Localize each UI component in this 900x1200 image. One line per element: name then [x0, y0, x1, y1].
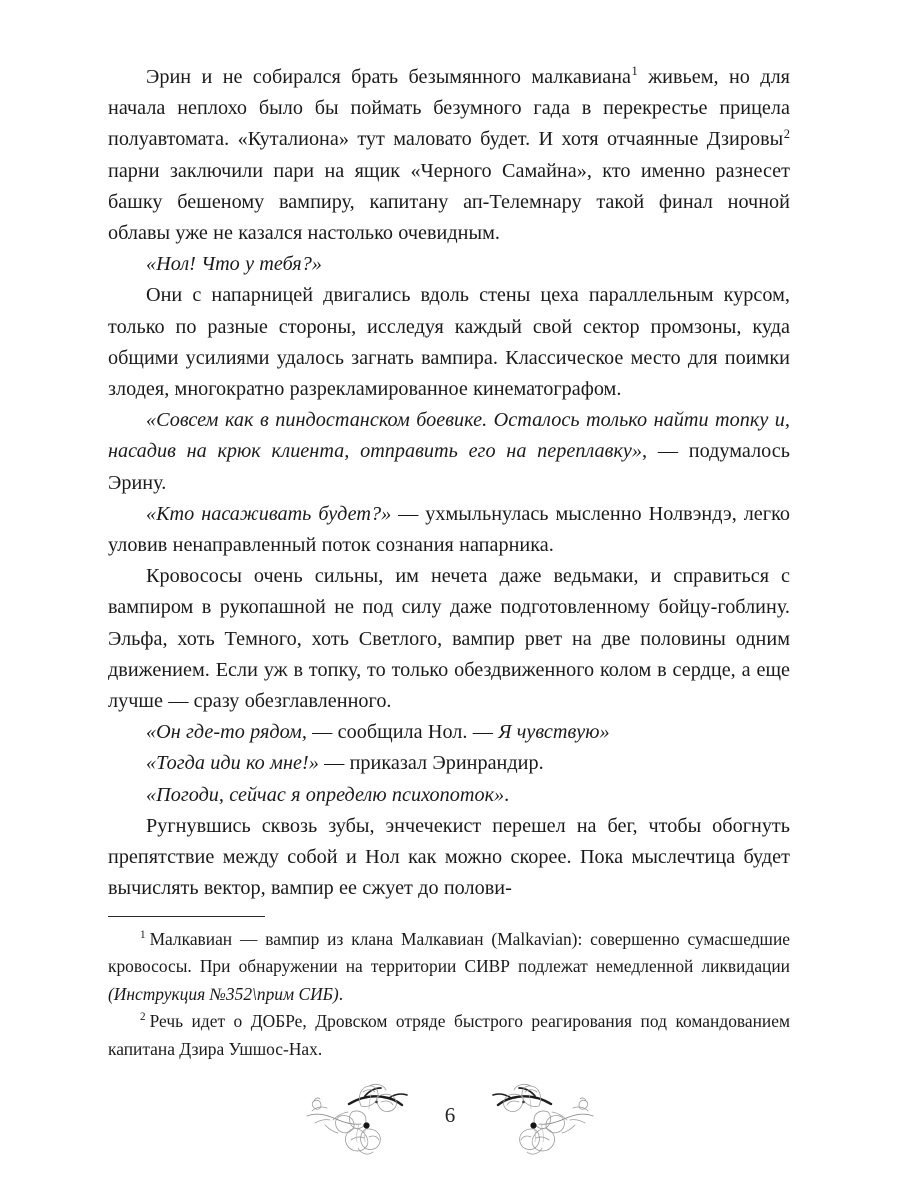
- italic-run: «Совсем как в пиндостанском боевике. Осталось только найти топку и, насадив на крюк клиента, отправить его на переплавку»: [108, 409, 790, 463]
- body-paragraph: [108, 561, 790, 717]
- text-run: живьем, но для начала неплохо было бы поймать безумного гада в перекрестье прицела полуавтомата. «Куталиона» тут маловато будет. И хотя отчаянные Дзировы: [108, 66, 790, 151]
- body-paragraph: [108, 748, 790, 779]
- body-paragraph: [108, 249, 790, 280]
- page-number: 6: [444, 1102, 456, 1127]
- footnote-reference[interactable]: 1: [631, 64, 638, 79]
- body-paragraph: [108, 717, 790, 748]
- text-run: — ухмыльнулась мысленно Нолвэндэ, легко уловив ненаправленный поток сознания напарника.: [108, 502, 790, 557]
- text-run: Эрин и не собирался брать безымянного малкавиана: [146, 66, 632, 88]
- floral-sprig-ornament: [303, 1082, 415, 1156]
- footnote-list: [108, 926, 790, 1063]
- footnote-block: [108, 916, 790, 1063]
- text-run: Ругнувшись сквозь зубы, энчечекист перешел на бег, чтобы обогнуть препятствие между собой и Нол как можно скорее. Пока мыслечтица будет вычислять вектор, вампир ее сжует до полови-: [108, 814, 790, 900]
- text-run: .: [338, 983, 344, 1004]
- body-paragraph: [108, 280, 790, 405]
- italic-run: (Инструкция №352\прим СИБ): [108, 983, 339, 1004]
- italic-run: «Погоди, сейчас я определю психопоток»: [146, 783, 505, 806]
- body-text-column: [108, 62, 790, 904]
- text-run: Малкавиан — вампир из клана Малкавиан (Malkavian): совершенно сумасшедшие кровососы. При обнаружении на территории СИВР подлежат немедленной ликвидации: [108, 929, 790, 977]
- footnote-separator-rule: [108, 916, 265, 917]
- footnote-number: 2: [140, 1011, 146, 1024]
- text-run: — приказал Эринрандир.: [318, 752, 544, 775]
- body-paragraph: [108, 405, 790, 499]
- text-run: Кровососы очень сильны, им нечета даже ведьмаки, и справиться с вампиром в рукопашной не под силу даже подготовленному бойцу-гоблину. Эльфа, хоть Темного, хоть Светлого, вампир рвет на две половины одним движением. Если уж в топку, то только обездвиженного колом в сердце, а еще лучше — сразу обезглавленного.: [108, 565, 790, 713]
- italic-run: «Кто насаживать будет?»: [146, 502, 392, 525]
- page-footer: [0, 1074, 900, 1164]
- text-run: .: [504, 783, 510, 806]
- text-run: Речь идет о ДОБРе, Дровском отряде быстрого реагирования под командованием капитана Дзира Ушшос-Нах.: [108, 1011, 790, 1059]
- floral-sprig-ornament-mirrored: [485, 1082, 597, 1156]
- text-run: Они с напарницей двигались вдоль стены цеха параллельным курсом, только по разные стороны, исследуя каждый свой сектор промзоны, куда общими усилиями удалось загнать вампира. Классическое место для поимки злодея, многократно разрекламированное кинематографом.: [108, 284, 790, 401]
- body-paragraph: [108, 62, 790, 249]
- italic-run: Я чувствую»: [498, 721, 610, 744]
- footnote-item: [108, 1008, 790, 1063]
- italic-run: «Тогда иди ко мне!»: [146, 752, 319, 775]
- text-run: , — подумалось Эрину.: [108, 440, 790, 494]
- text-run: парни заключили пари на ящик «Черного Самайна», кто именно разнесет башку бешеному вампиру, капитану ап-Телемнару такой финал ночной облавы уже не казался настолько очевидным.: [108, 159, 790, 245]
- text-run: — сообщила Нол. —: [306, 721, 499, 744]
- italic-run: «Он где-то рядом,: [146, 721, 307, 744]
- italic-run: «Нол! Что у тебя?»: [146, 253, 322, 276]
- body-paragraph: [108, 811, 790, 905]
- body-paragraph: [108, 780, 790, 811]
- footnote-reference[interactable]: 2: [783, 126, 790, 141]
- body-paragraph: [108, 499, 790, 561]
- footnote-item: [108, 926, 790, 1008]
- footnote-number: 1: [140, 929, 146, 942]
